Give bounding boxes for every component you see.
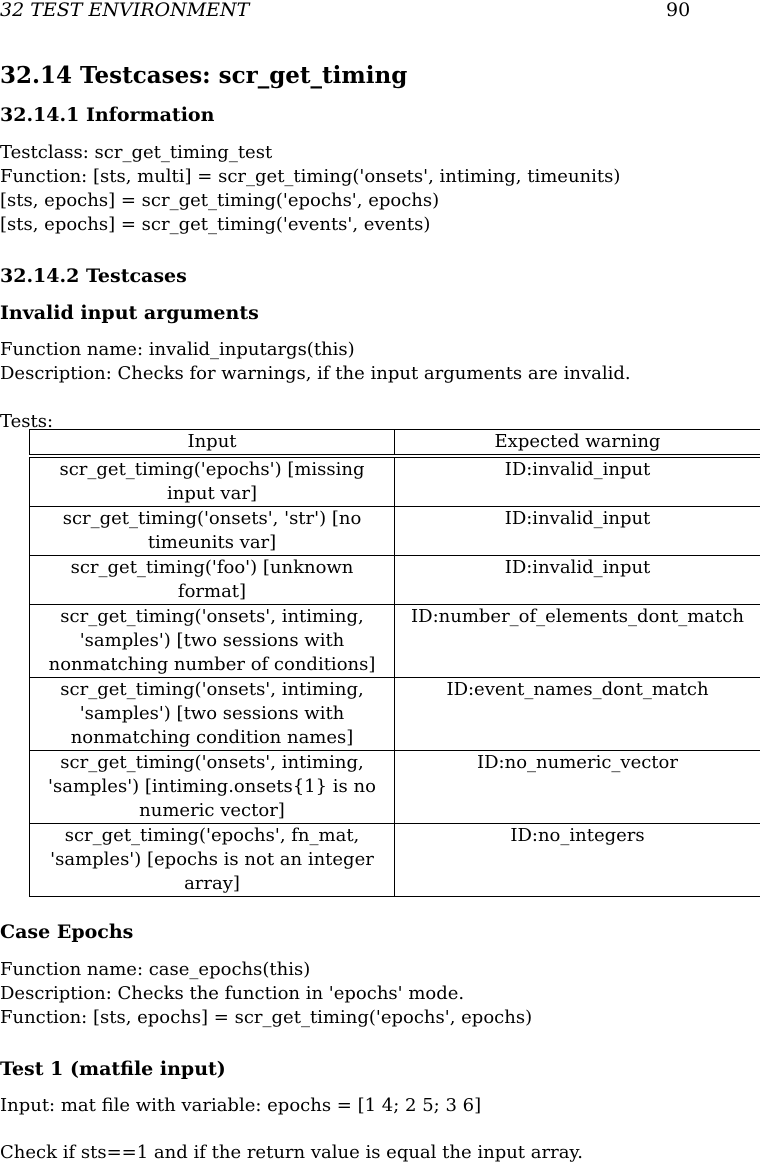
info-line-epochs: [sts, epochs] = scr_get_timing('epochs', epochs) — [0, 189, 439, 213]
test1-check: Check if sts==1 and if the return value is equal the input array. — [0, 1141, 583, 1165]
case-epochs-function-name: Function name: case_epochs(this) — [0, 958, 310, 982]
table-cell-input: scr_get_timing('foo') [unknown format] — [30, 556, 395, 605]
running-header-section: 32 TEST ENVIRONMENT — [0, 0, 249, 21]
table-cell-warning: ID:event_names_dont_match — [395, 678, 760, 751]
running-header — [0, 0, 760, 22]
case-epochs-heading: Case Epochs — [0, 920, 133, 944]
table-cell-warning: ID:number_of_elements_dont_match — [395, 605, 760, 678]
table-row — [30, 458, 760, 507]
table-header-row — [30, 430, 760, 455]
table-row — [30, 605, 760, 678]
table-cell-warning: ID:invalid_input — [395, 507, 760, 556]
table-cell-input: scr_get_timing('epochs') [missing input var] — [30, 458, 395, 507]
table-cell-warning: ID:no_integers — [395, 824, 760, 897]
table-row — [30, 507, 760, 556]
test1-heading: Test 1 (matfile input) — [0, 1057, 226, 1081]
table-cell-warning: ID:invalid_input — [395, 556, 760, 605]
table-row — [30, 751, 760, 824]
table-cell-input: scr_get_timing('onsets', 'str') [no timeunits var] — [30, 507, 395, 556]
column-header-expected-warning: Expected warning — [395, 430, 760, 455]
table-row — [30, 678, 760, 751]
testcases-heading: 32.14.2 Testcases — [0, 264, 187, 288]
table-row — [30, 824, 760, 897]
info-line-function: Function: [sts, multi] = scr_get_timing('onsets', intiming, timeunits) — [0, 165, 620, 189]
page-number: 90 — [666, 0, 690, 22]
invalid-input-function-name: Function name: invalid_inputargs(this) — [0, 338, 355, 362]
table-cell-input: scr_get_timing('onsets', intiming, 'samples') [intiming.onsets{1} is no numeric vector] — [30, 751, 395, 824]
info-line-events: [sts, epochs] = scr_get_timing('events', events) — [0, 213, 430, 237]
section-title: 32.14 Testcases: scr_get_timing — [0, 64, 407, 88]
column-header-input: Input — [30, 430, 395, 455]
table-cell-warning: ID:no_numeric_vector — [395, 751, 760, 824]
table-cell-input: scr_get_timing('onsets', intiming, 'samples') [two sessions with nonmatching condition names] — [30, 678, 395, 751]
table-cell-input: scr_get_timing('epochs', fn_mat, 'samples') [epochs is not an integer array] — [30, 824, 395, 897]
case-epochs-description: Description: Checks the function in 'epochs' mode. — [0, 982, 464, 1006]
tests-table — [29, 429, 760, 897]
invalid-input-heading: Invalid input arguments — [0, 301, 259, 325]
invalid-input-description: Description: Checks for warnings, if the input arguments are invalid. — [0, 362, 631, 386]
information-heading: 32.14.1 Information — [0, 103, 214, 127]
test1-input: Input: mat file with variable: epochs = [1 4; 2 5; 3 6] — [0, 1094, 481, 1118]
table-row — [30, 556, 760, 605]
table-cell-warning: ID:invalid_input — [395, 458, 760, 507]
case-epochs-function: Function: [sts, epochs] = scr_get_timing('epochs', epochs) — [0, 1006, 532, 1030]
tests-label: Tests: — [0, 410, 53, 434]
table-cell-input: scr_get_timing('onsets', intiming, 'samples') [two sessions with nonmatching number of conditions] — [30, 605, 395, 678]
info-line-testclass: Testclass: scr_get_timing_test — [0, 141, 272, 165]
